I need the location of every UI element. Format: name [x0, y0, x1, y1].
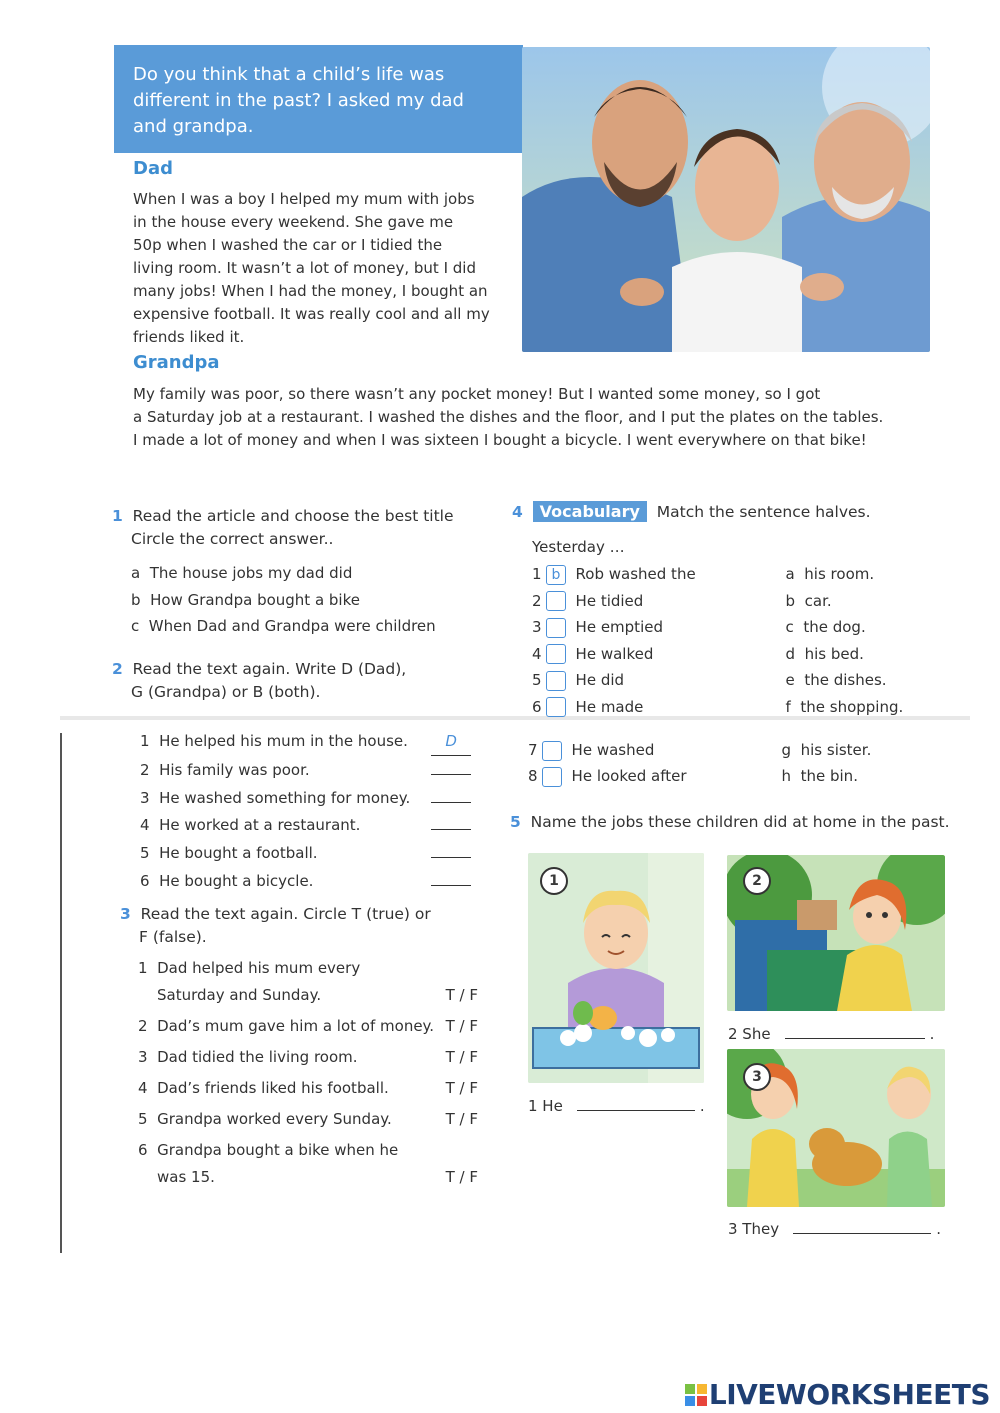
- picture-number-badge: 2: [743, 867, 771, 895]
- list-item: 2 His family was poor.: [140, 756, 471, 784]
- grandpa-line: I made a lot of money and when I was sixteen I bought a bicycle. I went everywhere on that bike!: [133, 431, 867, 449]
- ex2-answer-field[interactable]: [431, 811, 471, 830]
- list-item: was 15. T / F: [138, 1164, 478, 1191]
- intro-text: Do you think that a child’s life was different in the past? I asked my dad and grandpa.: [133, 64, 464, 137]
- ex3-instruction: [120, 903, 500, 949]
- grandpa-paragraph: [133, 383, 953, 452]
- list-item: 3 Dad tidied the living room. T / F: [138, 1044, 478, 1071]
- list-item: 4 He worked at a restaurant.: [140, 811, 471, 839]
- match-answer-box[interactable]: [546, 618, 566, 638]
- ex2-answer-field[interactable]: [431, 839, 471, 858]
- ex2-items: [140, 729, 471, 895]
- dad-line: 50p when I washed the car or I tidied the: [133, 236, 443, 254]
- logo-text: LIVEWORKSHEETS: [708, 1378, 990, 1411]
- ex2-answer-field[interactable]: [431, 756, 471, 775]
- match-row: 7 He washed g his sister.: [528, 741, 872, 759]
- true-false-toggle[interactable]: T / F: [445, 1079, 478, 1097]
- list-item: 3 He washed something for money.: [140, 784, 471, 812]
- match-answer-box[interactable]: [542, 741, 562, 761]
- dad-paragraph: [133, 188, 513, 349]
- list-item: 1 He helped his mum in the house. D: [140, 729, 471, 756]
- grandpa-line: My family was poor, so there wasn’t any pocket money! But I wanted some money, so I got: [133, 385, 821, 403]
- dad-line: in the house every weekend. She gave me: [133, 213, 454, 231]
- ex5-instruction: [510, 813, 950, 831]
- picture-walking-dog: [727, 1049, 945, 1207]
- liveworksheets-logo[interactable]: [685, 1378, 990, 1411]
- dad-line: friends liked it.: [133, 328, 245, 346]
- ex3-items: [138, 955, 478, 1191]
- ex2-answer-field[interactable]: [431, 867, 471, 886]
- match-answer-box[interactable]: b: [546, 565, 566, 585]
- match-answer-box[interactable]: [546, 671, 566, 691]
- ex2-number: 2: [112, 660, 123, 678]
- true-false-toggle[interactable]: T / F: [445, 986, 478, 1004]
- list-item: 1 Dad helped his mum every: [138, 959, 361, 977]
- picture-1-answer-line: 1 He .: [528, 1094, 705, 1115]
- picture-emptying-bin: [727, 855, 945, 1011]
- dad-line: expensive football. It was really cool and all my: [133, 305, 490, 323]
- margin-line: [60, 733, 62, 1253]
- ex2-instruction-line: Read the text again. Write D (Dad),: [132, 660, 407, 678]
- grandpa-line: a Saturday job at a restaurant. I washed the dishes and the floor, and I put the plates on the tables.: [133, 408, 884, 426]
- list-item: 6 Grandpa bought a bike when he: [138, 1141, 399, 1159]
- list-item: 5 He bought a football.: [140, 839, 471, 867]
- list-item: Saturday and Sunday. T / F: [138, 982, 478, 1009]
- ex3-instruction-line: Read the text again. Circle T (true) or: [140, 905, 431, 923]
- match-answer-box[interactable]: [546, 591, 566, 611]
- true-false-toggle[interactable]: T / F: [445, 1017, 478, 1035]
- match-row: 8 He looked after h the bin.: [528, 767, 858, 785]
- ex5-answer-field[interactable]: [793, 1217, 931, 1234]
- match-row: 6 He made f the shopping.: [532, 697, 904, 716]
- picture-2-answer-line: 2 She .: [728, 1022, 934, 1043]
- ex2-instruction-line: G (Grandpa) or B (both).: [131, 683, 321, 701]
- match-row: 2 He tidied b car.: [532, 591, 832, 610]
- family-photo: [522, 47, 930, 352]
- picture-washing-dishes: [528, 853, 704, 1083]
- dad-heading: Dad: [133, 158, 173, 179]
- ex3-number: 3: [120, 905, 131, 923]
- list-item: 4 Dad’s friends liked his football. T / F: [138, 1075, 478, 1102]
- vocabulary-tag: Vocabulary: [533, 501, 647, 522]
- match-row: 3 He emptied c the dog.: [532, 618, 866, 636]
- ex3-instruction-line: F (false).: [139, 928, 207, 946]
- ex5-answer-field[interactable]: [577, 1094, 695, 1111]
- true-false-toggle[interactable]: T / F: [445, 1048, 478, 1066]
- ex1-option-b[interactable]: b How Grandpa bought a bike: [131, 590, 360, 609]
- ex5-number: 5: [510, 813, 521, 831]
- ex5-instruction-text: Name the jobs these children did at home in the past.: [530, 813, 950, 831]
- ex4-match-rows: [532, 561, 952, 720]
- ex1-option-a[interactable]: a The house jobs my dad did: [131, 564, 353, 582]
- list-item: 6 He bought a bicycle.: [140, 867, 471, 895]
- dad-line: many jobs! When I had the money, I bought an: [133, 282, 488, 300]
- ex4-number: 4: [512, 503, 523, 521]
- logo-icon: [685, 1380, 707, 1402]
- match-row: 4 He walked d his bed.: [532, 644, 864, 663]
- ex2-instruction: [112, 658, 492, 704]
- picture-number-badge: 1: [540, 867, 568, 895]
- dad-line: When I was a boy I helped my mum with jobs: [133, 190, 475, 208]
- ex2-answer-field[interactable]: [431, 784, 471, 803]
- match-answer-box[interactable]: [546, 644, 566, 664]
- list-item: 2 Dad’s mum gave him a lot of money. T / F: [138, 1013, 478, 1040]
- match-row: 5 He did e the dishes.: [532, 671, 887, 689]
- ex1-instruction-line: Read the article and choose the best title: [132, 507, 454, 525]
- match-answer-box[interactable]: [542, 767, 562, 787]
- grandpa-heading: Grandpa: [133, 352, 220, 373]
- ex4-match-rows-continued: [528, 737, 948, 789]
- true-false-toggle[interactable]: T / F: [445, 1168, 478, 1186]
- ex1-option-c[interactable]: c When Dad and Grandpa were children: [131, 617, 436, 635]
- ex5-answer-field[interactable]: [785, 1022, 925, 1039]
- true-false-toggle[interactable]: T / F: [445, 1110, 478, 1128]
- dad-line: living room. It wasn’t a lot of money, but I did: [133, 259, 476, 277]
- ex2-answer-field[interactable]: D: [431, 729, 471, 756]
- picture-number-badge: 3: [743, 1063, 771, 1091]
- picture-3-answer-line: 3 They .: [728, 1217, 941, 1238]
- ex1-instruction-line: Circle the correct answer..: [131, 530, 334, 548]
- ex4-instruction-text: Match the sentence halves.: [656, 503, 871, 521]
- match-answer-box[interactable]: [546, 697, 566, 717]
- list-item: 5 Grandpa worked every Sunday. T / F: [138, 1106, 478, 1133]
- ex1-options: [131, 560, 436, 640]
- ex4-lead: Yesterday …: [532, 538, 625, 556]
- match-row: 1 b Rob washed the a his room.: [532, 565, 875, 583]
- ex4-instruction: [512, 502, 871, 521]
- ex1-instruction: [112, 505, 492, 551]
- ex1-number: 1: [112, 507, 123, 525]
